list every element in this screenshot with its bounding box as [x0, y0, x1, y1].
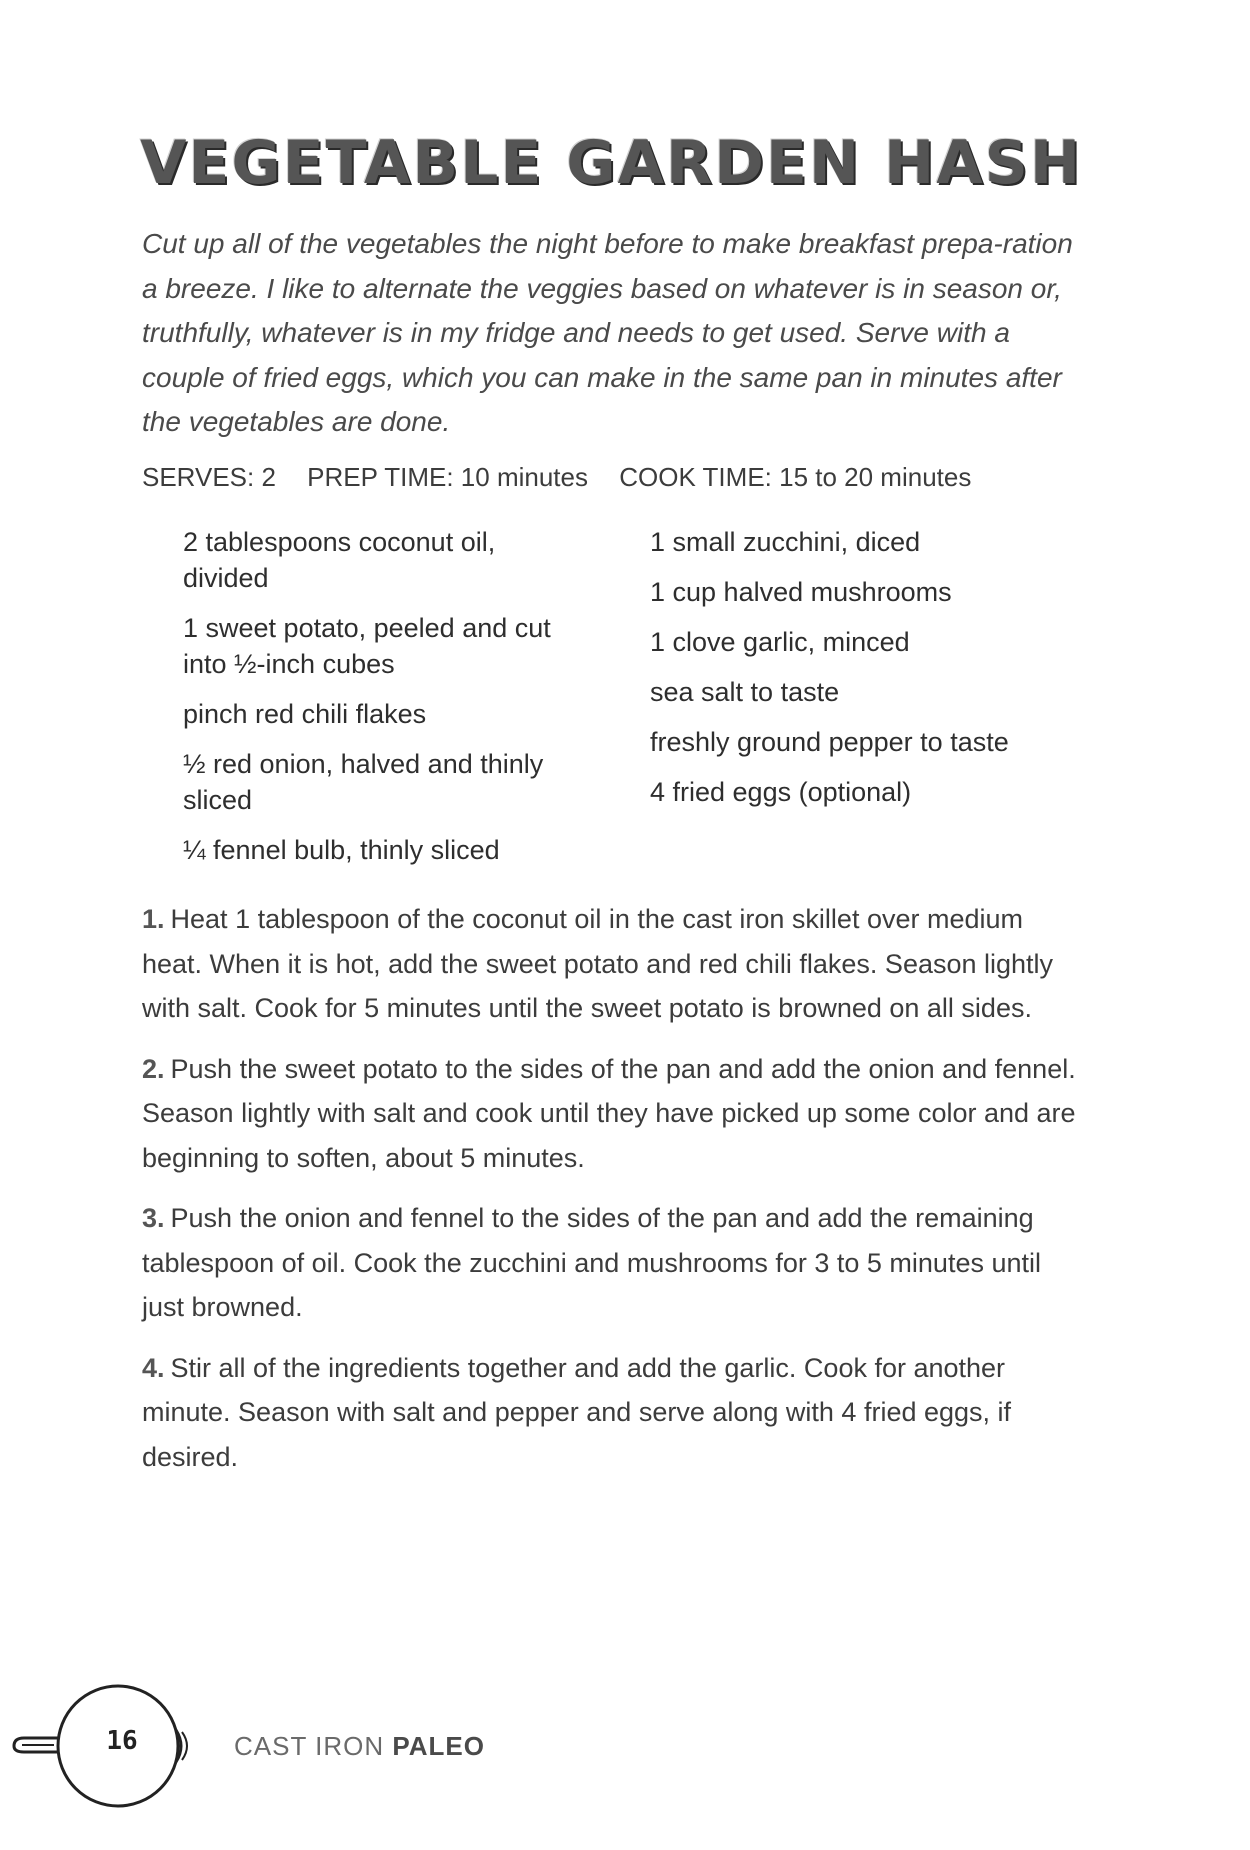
- ingredient-item: ¼ fennel bulb, thinly sliced: [183, 835, 500, 865]
- recipe-steps: [142, 897, 1077, 1495]
- step-text: Push the onion and fennel to the sides of the pan and add the remaining tablespoon of oil. Cook the zucchini and mushrooms for 3 to 5 minutes until just browned.: [142, 1203, 1041, 1322]
- ingredient-item: 1 cup halved mushrooms: [650, 577, 952, 607]
- recipe-step: [142, 897, 1077, 1031]
- ingredient-item: pinch red chili flakes: [183, 699, 427, 729]
- book-title-light: CAST IRON: [234, 1731, 393, 1761]
- step-text: Stir all of the ingredients together and add the garlic. Cook for another minute. Season with salt and pepper and serve along with 4 fried eggs, if desired.: [142, 1352, 1012, 1472]
- prep-time-label: PREP TIME: 10 minutes: [307, 462, 588, 492]
- step-number: 2.: [142, 1053, 165, 1084]
- step-number: 1.: [142, 904, 165, 934]
- step-text: Push the sweet potato to the sides of the pan and add the onion and fennel. Season lightly with salt and cook until they have picked up some color and are beginning to soften, about 5 minutes.: [142, 1053, 1076, 1173]
- step-number: 4.: [142, 1352, 165, 1383]
- ingredient-item: freshly ground pepper to taste: [650, 727, 1009, 757]
- book-title: [234, 1731, 485, 1762]
- ingredient-item: 4 fried eggs (optional): [650, 777, 912, 807]
- recipe-intro: Cut up all of the vegetables the night before to make breakfast prepa-ration a breeze. I like to alternate the veggies based on whatever is in season or, truthfully, whatever is in my fridge and needs to get used. Serve with a couple of fried eggs, which you can make in the same pan in minutes after the vegetables are done.: [142, 228, 1073, 437]
- ingredients-right-list: [650, 524, 1050, 824]
- recipe-title: VEGETABLE GARDEN HASH: [140, 128, 1083, 198]
- ingredient-item: ½ red onion, halved and thinly sliced: [183, 749, 544, 815]
- book-title-bold: PALEO: [392, 1731, 485, 1761]
- cook-time-label: COOK TIME: 15 to 20 minutes: [619, 462, 972, 492]
- ingredient-item: 2 tablespoons coconut oil, divided: [183, 527, 496, 593]
- ingredient-item: 1 clove garlic, minced: [650, 627, 910, 657]
- ingredient-item: 1 sweet potato, peeled and cut into ½-inch cubes: [183, 613, 551, 679]
- skillet-icon: [10, 1680, 190, 1810]
- ingredient-item: 1 small zucchini, diced: [650, 527, 921, 557]
- page-number: 16: [106, 1726, 138, 1756]
- step-number: 3.: [142, 1203, 165, 1233]
- recipe-step: [142, 1346, 1077, 1480]
- recipe-meta: [142, 462, 1142, 493]
- recipe-step: [142, 1196, 1077, 1330]
- ingredient-item: sea salt to taste: [650, 677, 840, 707]
- ingredients-left-list: [183, 524, 578, 882]
- serves-label: SERVES: 2: [142, 462, 276, 492]
- step-text: Heat 1 tablespoon of the coconut oil in the cast iron skillet over medium heat. When it is hot, add the sweet potato and red chili flakes. Season lightly with salt. Cook for 5 minutes until the sweet potato is browned on all sides.: [142, 904, 1054, 1023]
- recipe-step: [142, 1047, 1077, 1181]
